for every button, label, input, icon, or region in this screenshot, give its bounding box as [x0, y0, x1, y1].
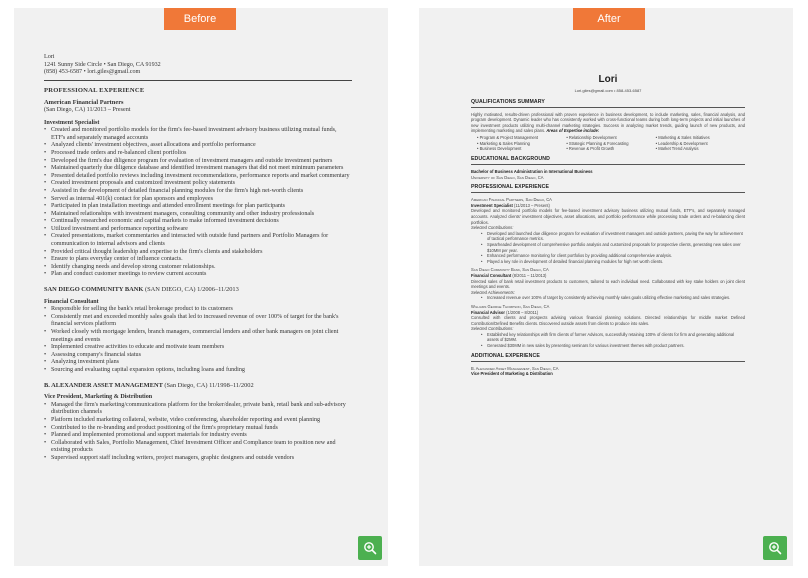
before-job3-company: B. ALEXANDER ASSET MANAGEMENT [44, 381, 163, 389]
list-item: • Supervised support staff including writers, project managers, graphic designers and outside vendors [44, 455, 352, 463]
list-item: • Provided critical thought leadership and expertise to the firm's clients and stakeholders [44, 249, 352, 257]
before-name: Lori [44, 54, 55, 60]
list-item: • Processed trade orders and re-balanced client portfolios [44, 150, 352, 158]
before-job1-title: Investment Specialist [44, 119, 100, 126]
before-job3-title: Vice President, Marketing & Distribution [44, 394, 153, 401]
after-job1-contrib-label: Selected Contributions: [471, 225, 514, 231]
before-job1-bullets [44, 127, 352, 279]
before-rule [44, 80, 352, 81]
list-item: • Ensure to plans everyday center of influence contacts. [44, 256, 352, 264]
list-item: • Developed the firm's due diligence program for evaluation of investment managers and outside investment partners [44, 158, 352, 166]
list-item: • Created presentations, market commentaries and interacted with outside fund partners and Portfolio Managers for communication to internal advisors and clients [44, 233, 352, 248]
list-item: • Served as internal 401(k) contact for plan sponsors and employees [44, 196, 352, 204]
list-item: • Assessing company's financial status [44, 352, 352, 360]
before-job3-heading [44, 382, 352, 390]
before-job2-title: Financial Consultant [44, 298, 99, 305]
after-job1-heading: Investment Specialist (11/2013 – Present) [471, 202, 550, 208]
before-zoom-button[interactable] [358, 536, 382, 560]
list-item: • Created investment proposals and customized investment policy statements [44, 180, 352, 188]
list-item: • Planned and implemented promotional and support materials for industry events [44, 432, 352, 440]
before-contact: (858) 453-6587 • lori.giles@gmail.com [44, 69, 141, 76]
list-item: • Maintained quarterly due diligence database and identified investment managers that did not meet minimum parameters [44, 165, 352, 173]
list-item: • Developed and launched due diligence program for evaluation of investment managers and outside partners, paving the way for achievement of tactical performance metrics. [481, 231, 745, 242]
list-item: • Participated in plan installation meetings and attended enrollment meetings for plan participants [44, 203, 352, 211]
after-expertise-label: Areas of Expertise include: [546, 128, 600, 134]
after-job1-bullets [471, 231, 745, 265]
before-resume [44, 54, 352, 463]
list-item: • Program & Project Management [477, 135, 539, 141]
after-job3-company: Williams George Thompson, San Diego, CA [471, 303, 550, 309]
after-expertise-grid [471, 135, 745, 152]
list-item: • Plan and conduct customer meetings to review current accounts [44, 271, 352, 279]
list-item: • Played a key role in development of detailed financial planning modules for high net worth clients. [481, 259, 745, 265]
list-item: • Relationship Development [566, 135, 617, 141]
before-label: Before [164, 8, 236, 30]
after-job4-company: B. Alexander Asset Management, San Diego, CA [471, 365, 559, 371]
after-school: University of San Diego, San Diego, CA [471, 174, 544, 180]
after-job1-company: American Financial Partners, San Diego, CA [471, 197, 552, 203]
after-job3-bullets [471, 332, 745, 349]
after-section-summary: QUALIFICATIONS SUMMARY [471, 100, 745, 108]
after-label: After [573, 8, 645, 30]
list-item: • Continually researched economic and capital markets to make informed investment decisions [44, 218, 352, 226]
list-item: • Presented detailed portfolio reviews including investment recommendations, performance reports and market commentary [44, 173, 352, 181]
after-resume [471, 74, 745, 377]
list-item: • Increased revenue over 100% of target by consistently achieving monthly sales goals utilizing effective marketing and sales strategies. [481, 295, 745, 301]
before-job3-location: (San Diego, CA) 11/1998–11/2002 [164, 381, 254, 389]
after-job4-title: Vice President of Marketing & Distribution [471, 371, 553, 377]
before-job1-company: American Financial Partners [44, 99, 124, 107]
zoom-in-icon [363, 541, 377, 555]
after-summary: Highly motivated, results-driven professional with proven experience in business development, to include marketing, sales, financial analysis, and program development. Dynamic leader who has consistently worked with cross-functional teams during both long-term projects and initial launches of new investment products utilizing multi-channel marketing strategies. Success in analyzing market trends, guiding launch of new products, and implementing marketing and sales plans. Areas of Expertise include: [471, 111, 745, 134]
after-job3-desc: Consulted with clients and prospects advising various financial planning solutions. Directed relationships for middle market Defined Contribution/Defined Benefits clients. Discovered outside assets from clients to produce into sales. [471, 315, 745, 326]
list-item: • Created and monitored portfolio models for the firm's fee-based investment advisory business utilizing mutual funds, ETF's and separately managed accounts [44, 127, 352, 142]
after-section-additional: ADDITIONAL EXPERIENCE [471, 354, 745, 362]
after-job2-heading: Financial Consultant (8/2011 – 11/2013) [471, 272, 547, 278]
list-item: • Worked closely with mortgage lenders, branch managers, commercial lenders and other bank managers on joint client meetings and events [44, 329, 352, 344]
after-job2-bullets [471, 295, 745, 301]
after-job2-ach-label: Selected Achievements: [471, 289, 515, 295]
list-item: • Utilized investment and performance reporting software [44, 226, 352, 234]
list-item: • Responsible for selling the bank's retail brokerage product to its customers [44, 306, 352, 314]
after-zoom-button[interactable] [763, 536, 787, 560]
list-item: • Spearheaded development of comprehensive portfolio analysis and customized proposals for prospective clients, generating new sales over $10MM per year. [481, 242, 745, 253]
list-item: • Marketing & Sales Initiatives [655, 135, 710, 141]
list-item: • Business Development [477, 146, 522, 152]
after-job2-company: San Diego Community Bank, San Diego, CA [471, 267, 549, 273]
after-section-education: EDUCATIONAL BACKGROUND [471, 157, 745, 165]
after-contact: Lori.giles@gmail.com • 858-453-6587 [574, 88, 642, 93]
list-item: • Revenue & Profit Growth [566, 146, 615, 152]
before-job2-location: (SAN DIEGO, CA) 1/2006–11/2013 [144, 286, 239, 294]
after-job1-desc: Developed and monitored portfolio models for fee-based investment advisory business utilizing mutual funds, ETF's, and separately managed accounts. Analyzed clients' investment objectives, asset allocations, and portfolio performance while processing trade orders and re-balancing client portfolios. [471, 208, 745, 225]
list-item: • Established key relationships with firm clients of former Advisors, successfully retaining 100% of clients for firm and generating additional assets of $2MM. [481, 332, 745, 343]
list-item: • Implemented creative activities to educate and motivate team members [44, 344, 352, 352]
list-item: • Market Trend Analysis [655, 146, 699, 152]
after-job3-contrib-label: Selected Contributions: [471, 326, 514, 332]
list-item: • Platform included marketing collateral, website, video conferencing, shareholder reporting and event planning [44, 417, 352, 425]
after-job2-desc: Directed sales of bank retail investment products to customers, tailored to each individual need. Collaborated with key stake holders on joint client meetings and events. [471, 278, 745, 290]
after-name: Lori [598, 74, 618, 85]
list-item: • Managed the firm's marketing/communications platform for the broker/dealer, private bank, retail bank and sub-advisory distribution channels [44, 402, 352, 417]
after-degree: Bachelor of Business Administration in International Business [471, 168, 593, 174]
before-job2-heading [44, 286, 352, 294]
list-item: • Enhanced performance monitoring for client portfolios by providing additional comprehensive analysis. [481, 253, 745, 259]
before-job3-bullets [44, 402, 352, 463]
list-item: • Analyzed clients' investment objectives, asset allocations and portfolio performance [44, 142, 352, 150]
list-item: • Sourcing and evaluating capital expansion options, including loans and funding [44, 367, 352, 375]
list-item: • Identify changing needs and develop strong customer relationships. [44, 264, 352, 272]
before-job2-bullets [44, 306, 352, 374]
before-job2-company: SAN DIEGO COMMUNITY BANK [44, 286, 144, 294]
after-section-experience: PROFESSIONAL EXPERIENCE [471, 185, 745, 193]
list-item: • Generated $30MM in new sales by presenting seminars for various investment themes with product partners. [481, 343, 745, 349]
list-item: • Analyzing investment plans [44, 359, 352, 367]
zoom-in-icon [768, 541, 782, 555]
list-item: • Maintained relationships with investment managers, consulting community and other industry professionals [44, 211, 352, 219]
before-section-experience: PROFESSIONAL EXPERIENCE [44, 86, 145, 94]
before-address: 1241 Sunny Side Circle • San Diego, CA 91932 [44, 61, 161, 68]
after-job3-heading: Financial Advisor (1/2008 – 8/2011) [471, 309, 539, 315]
before-header [44, 54, 352, 77]
after-panel [419, 8, 793, 566]
list-item: • Marketing & Sales Planning [477, 140, 530, 146]
before-job1-location: (San Diego, CA) 11/2013 – Present [44, 106, 131, 113]
list-item: • Leadership & Development [655, 140, 708, 146]
list-item: • Consistently met and exceeded monthly sales goals that led to increased revenue of over 100% of target for the bank's financial services platform [44, 314, 352, 329]
before-panel [14, 8, 388, 566]
list-item: • Contributed to the re-branding and product positioning of the firm's proprietary mutual funds [44, 425, 352, 433]
list-item: • Strategic Planning & Forecasting [566, 140, 629, 146]
list-item: • Assisted in the development of detailed financial planning modules for the firm's high net-worth clients [44, 188, 352, 196]
list-item: • Collaborated with Sales, Portfolio Management, Chief Investment Officer and Compliance team to position new and existing products [44, 440, 352, 455]
